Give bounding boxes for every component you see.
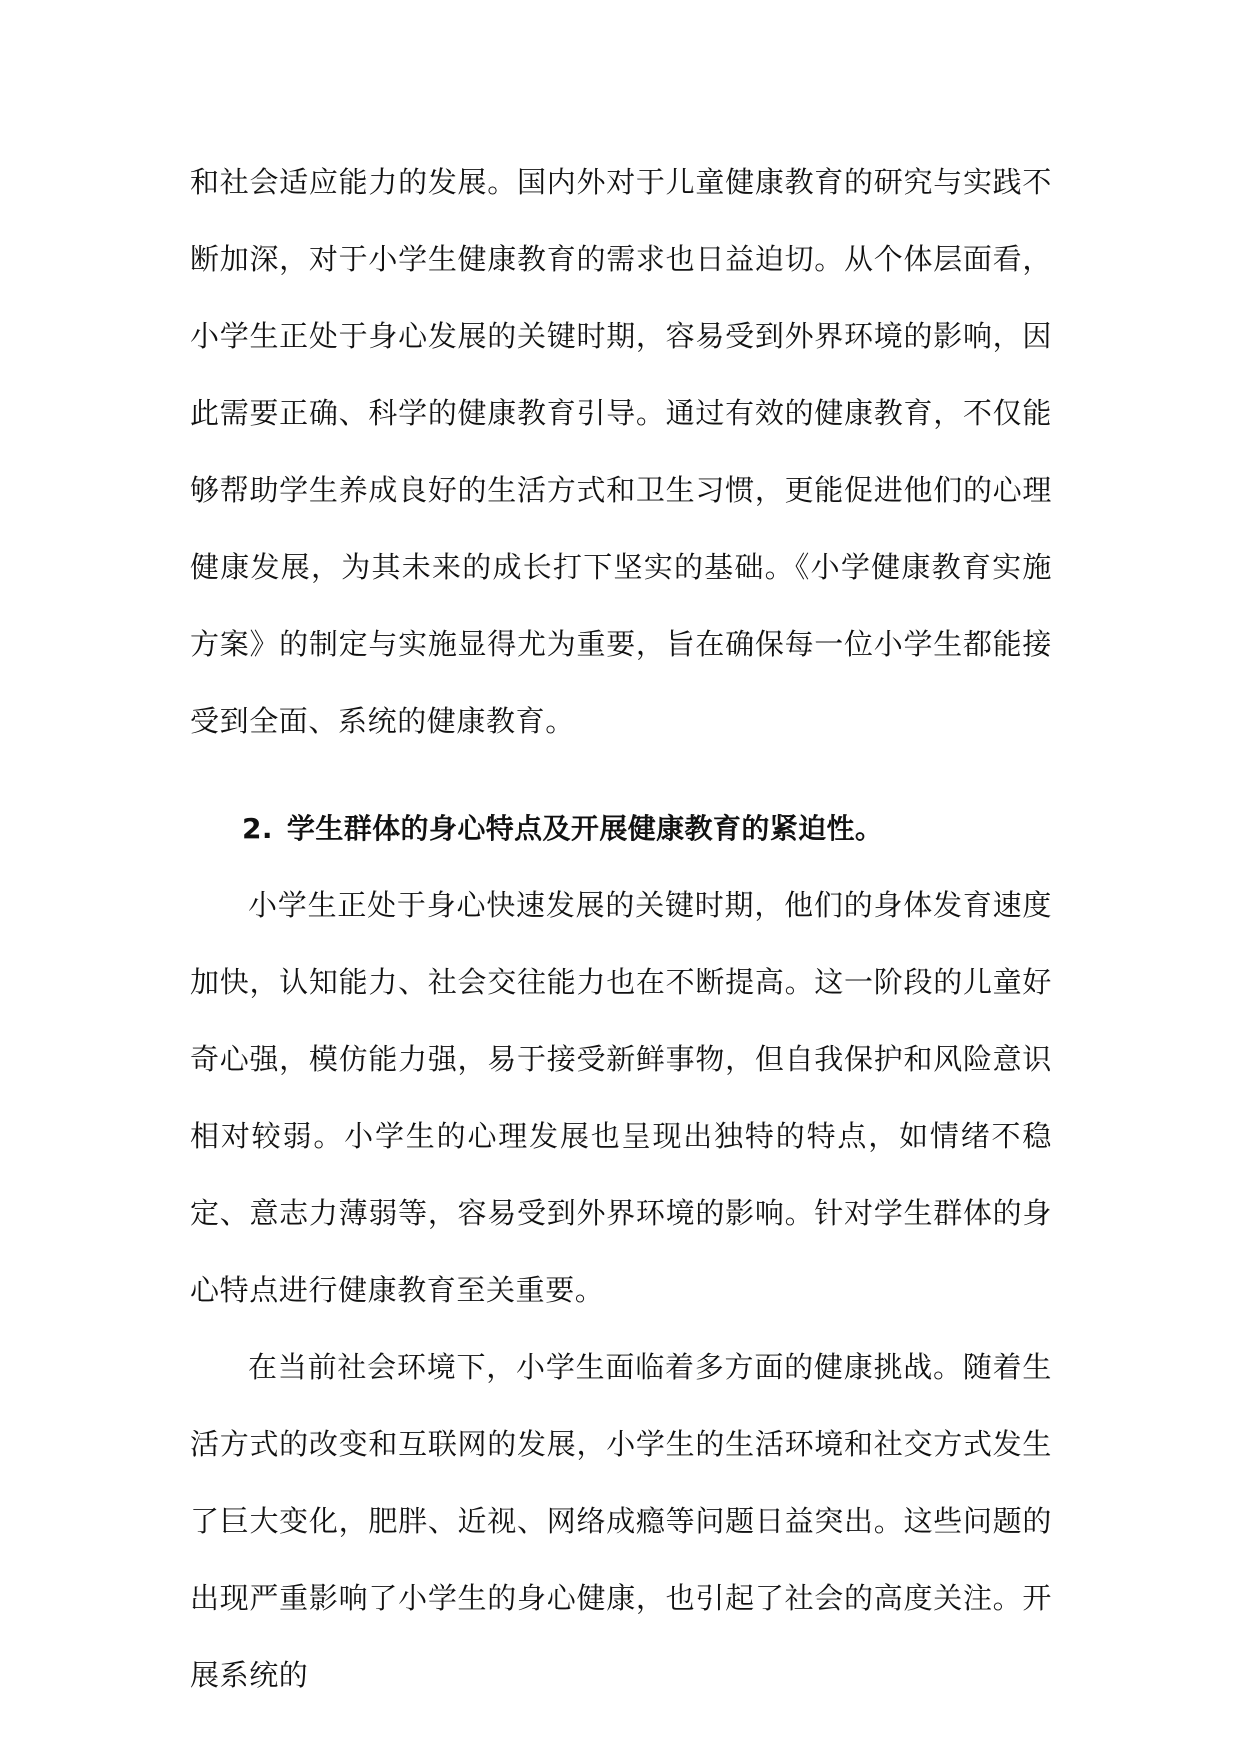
section-number: 2. bbox=[242, 812, 273, 845]
section-title: 学生群体的身心特点及开展健康教育的紧迫性。 bbox=[286, 812, 884, 845]
paragraph-health-challenges: 在当前社会环境下，小学生面临着多方面的健康挑战。随着生活方式的改变和互联网的发展，小学生的生活环境和社交方式发生了巨大变化，肥胖、近视、网络成瘾等问题日益突出。这些问题的出现严重影响了小学生的身心健康，也引起了社会的高度关注。开展系统的 bbox=[190, 1350, 1052, 1692]
section-heading bbox=[190, 790, 1052, 867]
document-body bbox=[190, 144, 1052, 1714]
paragraph-student-characteristics: 小学生正处于身心快速发展的关键时期，他们的身体发育速度加快，认知能力、社会交往能力也在不断提高。这一阶段的儿童好奇心强，模仿能力强，易于接受新鲜事物，但自我保护和风险意识相对较弱。小学生的心理发展也呈现出独特的特点，如情绪不稳定、意志力薄弱等，容易受到外界环境的影响。针对学生群体的身心特点进行健康教育至关重要。 bbox=[190, 888, 1052, 1307]
paragraph-continued: 和社会适应能力的发展。国内外对于儿童健康教育的研究与实践不断加深，对于小学生健康教育的需求也日益迫切。从个体层面看，小学生正处于身心发展的关键时期，容易受到外界环境的影响，因此需要正确、科学的健康教育引导。通过有效的健康教育，不仅能够帮助学生养成良好的生活方式和卫生习惯，更能促进他们的心理健康发展，为其未来的成长打下坚实的基础。《小学健康教育实施方案》的制定与实施显得尤为重要，旨在确保每一位小学生都能接受到全面、系统的健康教育。 bbox=[190, 165, 1052, 738]
